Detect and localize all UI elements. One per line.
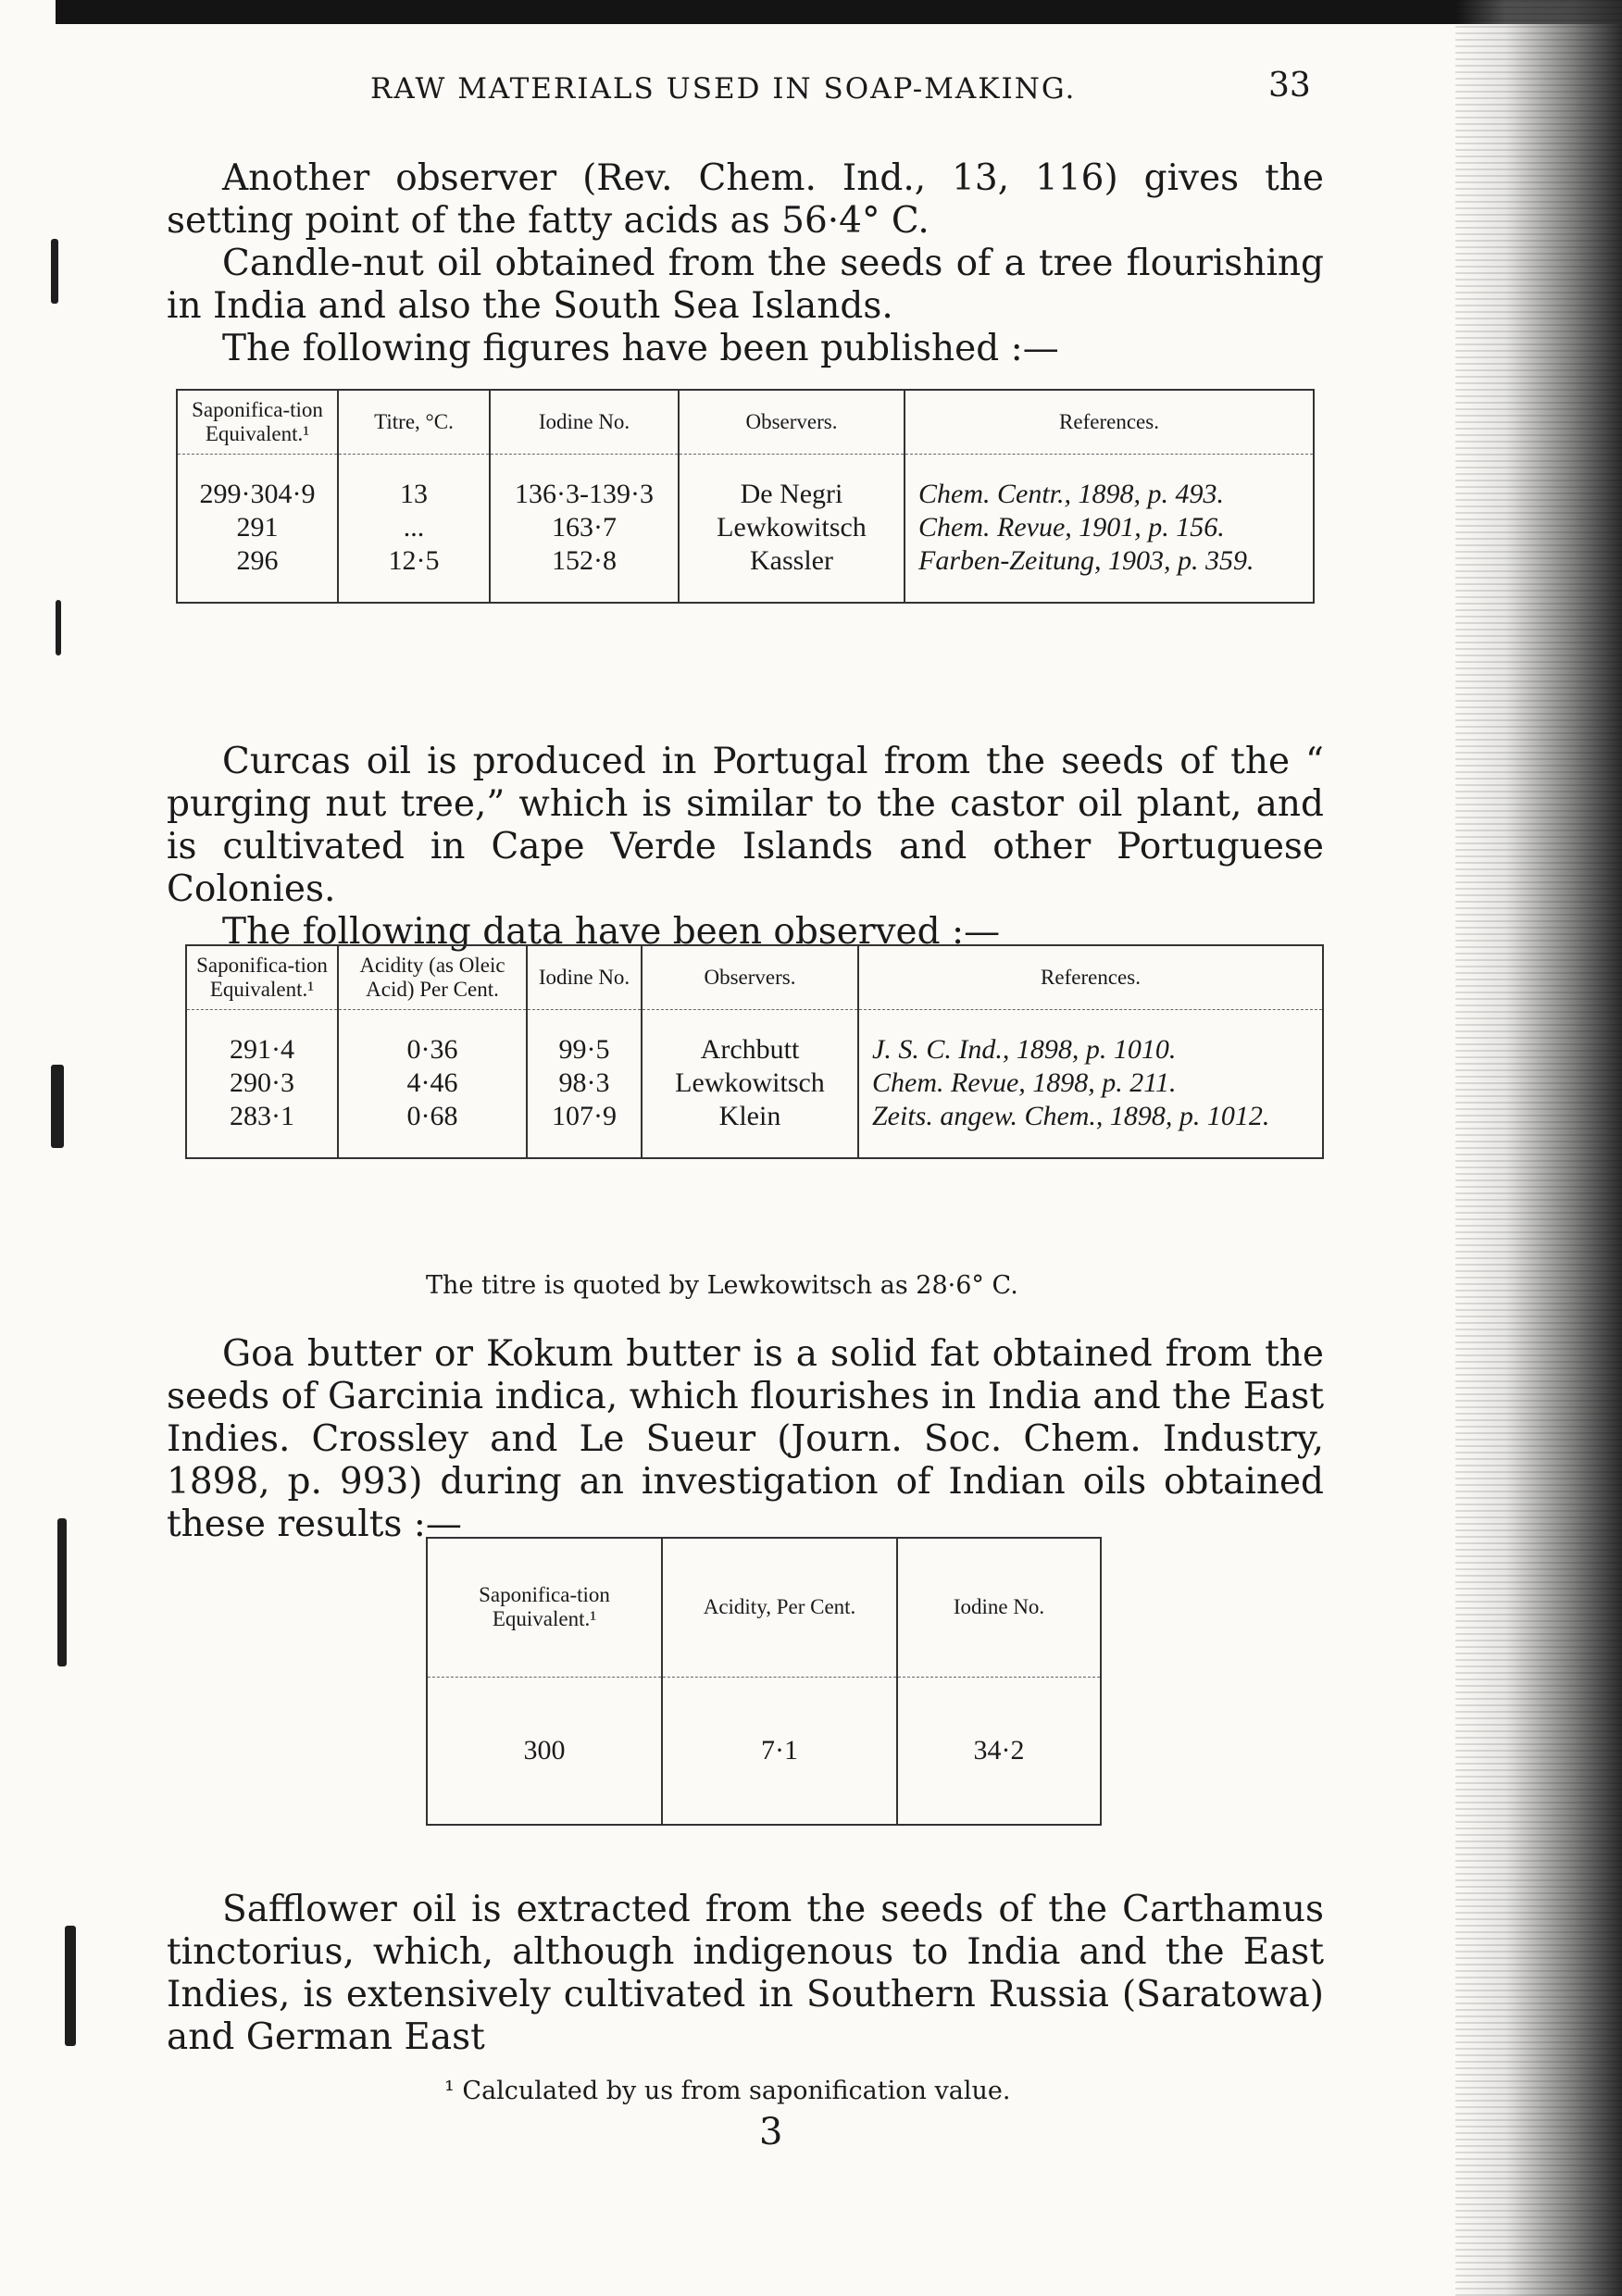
scan-page-edge (1455, 0, 1622, 2296)
paragraph: Another observer (Rev. Chem. Ind., 13, 116) gives the setting point of the fatty acids as 56·4° C. (167, 157, 1324, 242)
column-header: Saponifica-tion Equivalent.¹ (427, 1538, 662, 1677)
paragraph: The following figures have been published :— (222, 328, 1059, 369)
scan-margin-mark (51, 1065, 64, 1148)
paragraph: Safflower oil is extracted from the seeds of the Carthamus tinctorius, which, although indigenous to India and the East Indies, is extensively cultivated in Southern Russia (Saratowa) and German East (167, 1889, 1324, 2058)
paragraph: Goa butter or Kokum butter is a solid fat obtained from the seeds of Garcinia indica, which flourishes in India and the East Indies. Crossley and Le Sueur (Journ. Soc. Chem. Industry, 1898, p. 993) during an investigation of Indian oils obtained these results :— (167, 1333, 1324, 1545)
column-header: Iodine No. (897, 1538, 1101, 1677)
paragraph: Curcas oil is produced in Portugal from the seeds of the “ purging nut tree,” which is similar to the castor oil plant, and is cultivated in Cape Verde Islands and other Portuguese Colonies. (167, 741, 1324, 910)
table-cell: De Negri Lewkowitsch Kassler (679, 455, 905, 603)
table-cell: Chem. Centr., 1898, p. 493. Chem. Revue, 1901, p. 156. Farben-Zeitung, 1903, p. 359. (905, 455, 1314, 603)
scan-margin-mark (57, 1518, 67, 1666)
table-cell: 99·5 98·3 107·9 (527, 1010, 642, 1158)
paragraph: The following data have been observed :— (222, 911, 1001, 953)
table-cell: 136·3-139·3 163·7 152·8 (490, 455, 679, 603)
table-cell: J. S. C. Ind., 1898, p. 1010. Chem. Revue, 1898, p. 211. Zeits. angew. Chem., 1898, p. 1012. (858, 1010, 1323, 1158)
goa-butter-table (426, 1537, 1102, 1826)
scan-margin-mark (65, 1926, 76, 2046)
table-cell: 34·2 (897, 1677, 1101, 1825)
column-header: Observers. (679, 390, 905, 455)
table-cell: 13 ... 12·5 (338, 455, 490, 603)
scan-top-border (56, 0, 1622, 24)
paragraph: Candle-nut oil obtained from the seeds of a tree flourishing in India and also the South Sea Islands. (167, 243, 1324, 327)
signature-mark: 3 (759, 2111, 783, 2153)
table-cell: 7·1 (662, 1677, 897, 1825)
column-header: Observers. (642, 945, 858, 1010)
text-block-4 (167, 1889, 1324, 2059)
column-header: Iodine No. (490, 390, 679, 455)
page-number: 33 (1268, 67, 1311, 105)
candle-nut-oil-table (176, 389, 1315, 604)
column-header: References. (905, 390, 1314, 455)
column-header: Iodine No. (527, 945, 642, 1010)
scan-margin-mark (51, 239, 58, 304)
scan-margin-mark (56, 600, 61, 655)
table-note: The titre is quoted by Lewkowitsch as 28·6° C. (426, 1271, 1018, 1300)
column-header: Saponifica-tion Equivalent.¹ (177, 390, 338, 455)
table-cell: 291·4 290·3 283·1 (186, 1010, 338, 1158)
column-header: References. (858, 945, 1323, 1010)
table-cell: 300 (427, 1677, 662, 1825)
text-block-2 (167, 741, 1324, 954)
text-block-3 (167, 1333, 1324, 1546)
column-header: Acidity (as Oleic Acid) Per Cent. (338, 945, 527, 1010)
text-block-1 (167, 157, 1324, 370)
column-header: Saponifica-tion Equivalent.¹ (186, 945, 338, 1010)
table-cell: 0·36 4·46 0·68 (338, 1010, 527, 1158)
column-header: Titre, °C. (338, 390, 490, 455)
column-header: Acidity, Per Cent. (662, 1538, 897, 1677)
footnote: ¹ Calculated by us from saponification value. (444, 2077, 1011, 2105)
curcas-oil-table (185, 944, 1324, 1159)
running-header: RAW MATERIALS USED IN SOAP-MAKING. (370, 72, 1077, 106)
table-cell: 299·304·9 291 296 (177, 455, 338, 603)
table-cell: Archbutt Lewkowitsch Klein (642, 1010, 858, 1158)
